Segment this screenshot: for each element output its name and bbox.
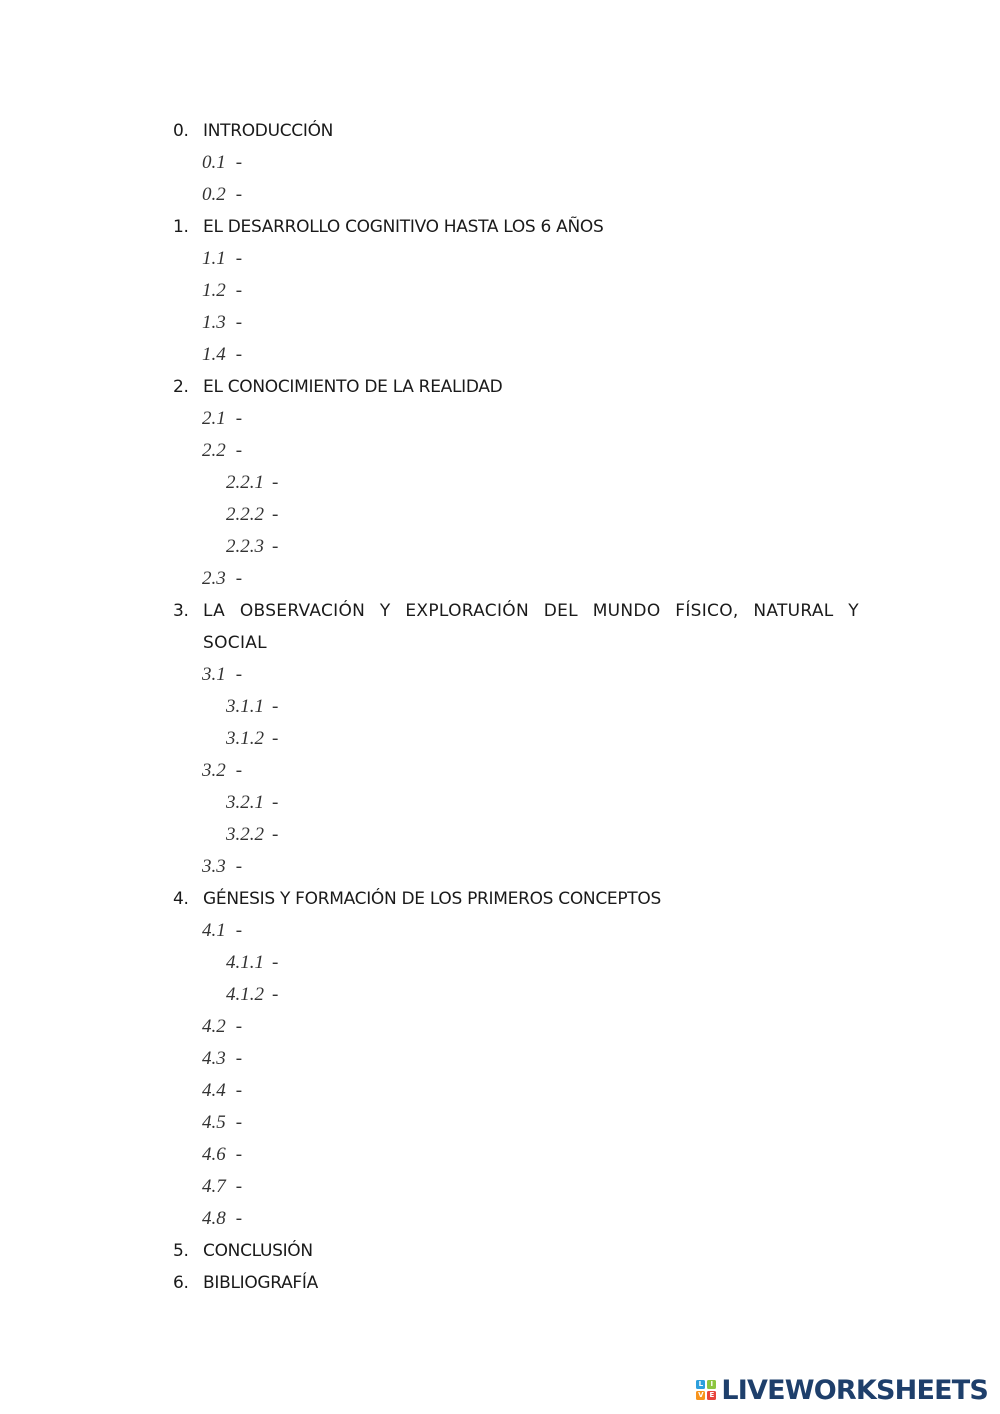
outline-subsection [173, 563, 859, 595]
outline-blank-dash: - [235, 1176, 243, 1197]
outline-blank-dash: - [235, 856, 243, 877]
outline-subsubsection [173, 531, 859, 563]
outline-number: 5. [173, 1241, 189, 1261]
outline-subsection [173, 179, 859, 211]
outline-number: 3.1 [202, 664, 226, 685]
outline-subsubsection [173, 787, 859, 819]
logo-mark-tile: I [707, 1380, 716, 1389]
outline-title: LA OBSERVACIÓN Y EXPLORACIÓN DEL MUNDO FÍSICO, NATURAL Y SOCIAL [203, 601, 859, 653]
outline-section [173, 883, 859, 915]
outline-section [173, 595, 859, 659]
outline-blank-dash: - [235, 152, 243, 173]
outline-number: 4.5 [202, 1112, 226, 1133]
outline-number: 3.2 [202, 760, 226, 781]
outline-subsection [173, 1171, 859, 1203]
outline-number: 2.2.1 [226, 472, 264, 493]
outline-section [173, 371, 859, 403]
outline-number: 4.1 [202, 920, 226, 941]
outline-title: GÉNESIS Y FORMACIÓN DE LOS PRIMEROS CONCEPTOS [203, 889, 661, 909]
outline-number: 4.2 [202, 1016, 226, 1037]
logo-text: LIVEWORKSHEETS [721, 1374, 988, 1406]
outline-blank-dash: - [235, 184, 243, 205]
outline-number: 1.1 [202, 248, 226, 269]
outline-blank-dash: - [272, 728, 279, 749]
outline-subsubsection [173, 979, 859, 1011]
outline-subsubsection [173, 819, 859, 851]
outline-blank-dash: - [235, 1080, 243, 1101]
outline-subsection [173, 1107, 859, 1139]
outline-subsection [173, 659, 859, 691]
outline-blank-dash: - [272, 696, 279, 717]
outline-number: 3.2.1 [226, 792, 264, 813]
outline-subsection [173, 147, 859, 179]
outline-blank-dash: - [235, 760, 243, 781]
outline-number: 2. [173, 377, 189, 397]
outline-number: 4. [173, 889, 189, 909]
outline-blank-dash: - [272, 824, 279, 845]
outline-number: 4.6 [202, 1144, 226, 1165]
outline-blank-dash: - [272, 792, 279, 813]
outline-title: EL DESARROLLO COGNITIVO HASTA LOS 6 AÑOS [203, 217, 604, 237]
outline-number: 2.2.2 [226, 504, 264, 525]
outline-subsection [173, 915, 859, 947]
table-of-contents [173, 115, 859, 1299]
outline-blank-dash: - [235, 1048, 243, 1069]
outline-blank-dash: - [235, 664, 243, 685]
outline-number: 4.4 [202, 1080, 226, 1101]
logo-mark-tile: V [698, 1391, 704, 1399]
outline-number: 1. [173, 217, 189, 237]
outline-subsection [173, 755, 859, 787]
outline-number: 3. [173, 601, 189, 621]
outline-blank-dash: - [235, 1144, 243, 1165]
outline-number: 3.1.1 [226, 696, 264, 717]
outline-number: 6. [173, 1273, 189, 1293]
outline-blank-dash: - [235, 920, 243, 941]
outline-number: 4.1.2 [226, 984, 264, 1005]
outline-blank-dash: - [235, 1208, 243, 1229]
outline-number: 2.1 [202, 408, 226, 429]
outline-title: BIBLIOGRAFÍA [203, 1273, 318, 1293]
outline-title: CONCLUSIÓN [203, 1241, 313, 1261]
outline-section [173, 1267, 859, 1299]
outline-subsection [173, 1043, 859, 1075]
outline-number: 1.3 [202, 312, 226, 333]
outline-blank-dash: - [235, 248, 243, 269]
outline-number: 0. [173, 121, 189, 141]
outline-number: 4.1.1 [226, 952, 264, 973]
outline-subsection [173, 1075, 859, 1107]
logo-mark-icon [696, 1380, 716, 1400]
outline-subsection [173, 851, 859, 883]
outline-blank-dash: - [235, 440, 243, 461]
outline-blank-dash: - [272, 952, 279, 973]
outline-subsection [173, 1139, 859, 1171]
outline-subsection [173, 435, 859, 467]
outline-subsection [173, 1011, 859, 1043]
liveworksheets-logo [696, 1374, 988, 1406]
outline-blank-dash: - [235, 408, 243, 429]
outline-number: 2.2 [202, 440, 226, 461]
outline-subsection [173, 275, 859, 307]
outline-section [173, 1235, 859, 1267]
outline-blank-dash: - [235, 568, 243, 589]
outline-subsubsection [173, 947, 859, 979]
outline-blank-dash: - [272, 472, 279, 493]
outline-blank-dash: - [272, 504, 279, 525]
outline-blank-dash: - [235, 1016, 243, 1037]
outline-section [173, 211, 859, 243]
outline-number: 0.2 [202, 184, 226, 205]
outline-subsubsection [173, 499, 859, 531]
outline-subsubsection [173, 467, 859, 499]
outline-number: 3.2.2 [226, 824, 264, 845]
outline-number: 4.8 [202, 1208, 226, 1229]
outline-blank-dash: - [235, 344, 243, 365]
outline-blank-dash: - [272, 984, 279, 1005]
outline-number: 0.1 [202, 152, 226, 173]
outline-title: EL CONOCIMIENTO DE LA REALIDAD [203, 377, 503, 397]
outline-subsubsection [173, 723, 859, 755]
outline-number: 1.2 [202, 280, 226, 301]
outline-subsection [173, 1203, 859, 1235]
outline-subsubsection [173, 691, 859, 723]
outline-number: 2.3 [202, 568, 226, 589]
outline-number: 3.3 [202, 856, 226, 877]
outline-subsection [173, 243, 859, 275]
outline-section [173, 115, 859, 147]
outline-blank-dash: - [235, 280, 243, 301]
outline-subsection [173, 339, 859, 371]
outline-title: INTRODUCCIÓN [203, 121, 334, 141]
outline-subsection [173, 307, 859, 339]
outline-blank-dash: - [235, 1112, 243, 1133]
logo-mark-tile: E [707, 1391, 716, 1400]
outline-blank-dash: - [235, 312, 243, 333]
outline-subsection [173, 403, 859, 435]
outline-blank-dash: - [272, 536, 279, 557]
outline-number: 3.1.2 [226, 728, 264, 749]
outline-number: 4.3 [202, 1048, 226, 1069]
outline-number: 4.7 [202, 1176, 226, 1197]
logo-mark-tile: L [696, 1380, 705, 1389]
outline-number: 2.2.3 [226, 536, 264, 557]
outline-number: 1.4 [202, 344, 226, 365]
